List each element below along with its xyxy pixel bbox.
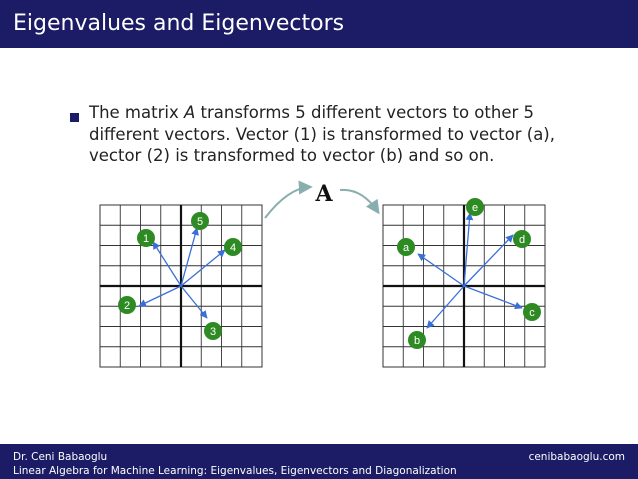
label-c — [523, 303, 541, 321]
bullet-line-2: different vectors. Vector (1) is transformed to vector (a), — [89, 124, 555, 144]
svg-text:3: 3 — [209, 326, 217, 338]
svg-text:4: 4 — [229, 242, 237, 254]
label-a — [397, 238, 415, 256]
label-3 — [204, 322, 222, 340]
svg-text:1: 1 — [142, 233, 150, 245]
svg-text:c: c — [529, 307, 535, 319]
label-4 — [224, 238, 242, 256]
label-e — [466, 198, 484, 216]
footer-site: cenibabaoglu.com — [528, 451, 625, 463]
bullet-line-3: vector (2) is transformed to vector (b) and so on. — [89, 146, 495, 165]
slide-title: Eigenvalues and Eigenvectors — [13, 11, 345, 36]
transform-arrow-out — [340, 190, 378, 212]
matrix-label: A — [315, 181, 333, 207]
footer-author: Dr. Ceni Babaoglu — [13, 451, 108, 463]
svg-text:a: a — [402, 242, 410, 254]
transform-arrow-in — [265, 187, 310, 218]
footer — [0, 444, 638, 479]
footer-course: Linear Algebra for Machine Learning: Eigenvalues, Eigenvectors and Diagonalization — [13, 465, 457, 477]
bullet-line-1: The matrix A transforms 5 different vectors to other 5 — [89, 103, 534, 122]
label-d — [513, 230, 531, 248]
label-1 — [137, 229, 155, 247]
svg-text:5: 5 — [196, 216, 204, 228]
label-5 — [191, 212, 209, 230]
svg-text:2: 2 — [123, 300, 131, 312]
svg-text:e: e — [471, 202, 479, 214]
svg-text:b: b — [413, 335, 421, 347]
svg-text:d: d — [518, 234, 526, 246]
label-2 — [118, 296, 136, 314]
label-b — [408, 331, 426, 349]
